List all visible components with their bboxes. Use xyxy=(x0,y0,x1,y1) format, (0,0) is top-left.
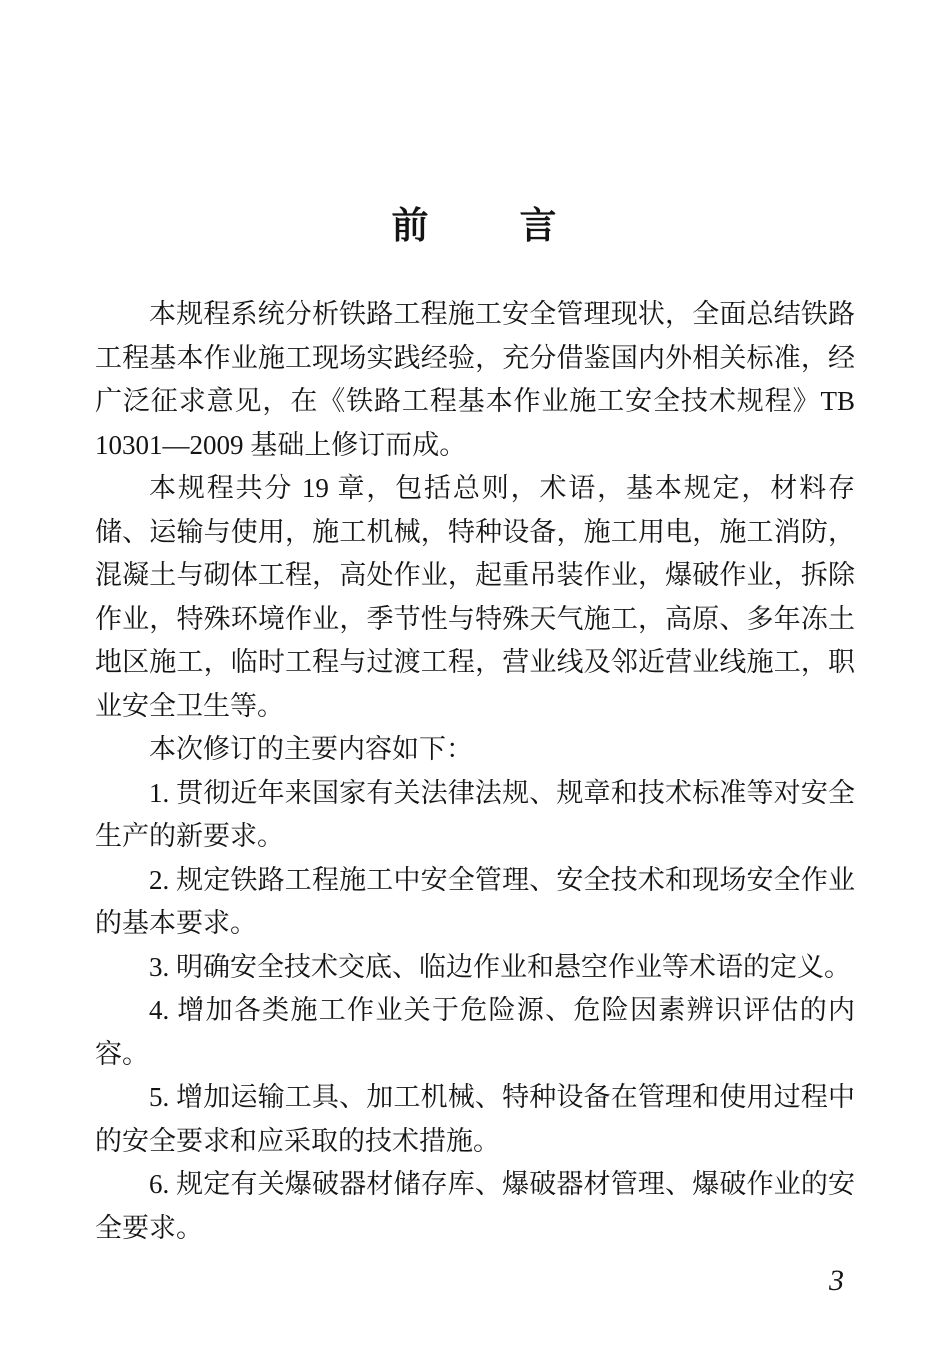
page-title: 前 言 xyxy=(391,206,559,247)
revision-item-5: 5. 增加运输工具、加工机械、特种设备在管理和使用过程中的安全要求和应采取的技术措施。 xyxy=(95,1082,855,1156)
revision-item-6: 6. 规定有关爆破器材储存库、爆破器材管理、爆破作业的安全要求。 xyxy=(95,1169,855,1243)
paragraph-revision-lead: 本次修订的主要内容如下： xyxy=(149,734,473,764)
revision-item-1: 1. 贯彻近年来国家有关法律法规、规章和技术标准等对安全生产的新要求。 xyxy=(95,777,855,851)
paragraph-intro: 本规程系统分析铁路工程施工安全管理现状，全面总结铁路工程基本作业施工现场实践经验，充分借鉴国内外相关标准，经广泛征求意见，在《铁路工程基本作业施工安全技术规程》TB 10301—2009 基础上修订而成。 xyxy=(95,299,855,460)
page-number: 3 xyxy=(829,1264,844,1297)
revision-item-2: 2. 规定铁路工程施工中安全管理、安全技术和现场安全作业的基本要求。 xyxy=(95,864,855,938)
paragraph-chapters: 本规程共分 19 章，包括总则，术语，基本规定，材料存储、运输与使用，施工机械，特种设备，施工用电，施工消防，混凝土与砌体工程，高处作业，起重吊装作业，爆破作业，拆除作业，特殊环境作业，季节性与特殊天气施工，高原、多年冻土地区施工，临时工程与过渡工程，营业线及邻近营业线施工，职业安全卫生等。 xyxy=(95,473,855,721)
preface-body xyxy=(95,293,855,1250)
revision-item-4: 4. 增加各类施工作业关于危险源、危险因素辨识评估的内容。 xyxy=(95,995,855,1069)
revision-item-3: 3. 明确安全技术交底、临边作业和悬空作业等术语的定义。 xyxy=(149,951,851,982)
